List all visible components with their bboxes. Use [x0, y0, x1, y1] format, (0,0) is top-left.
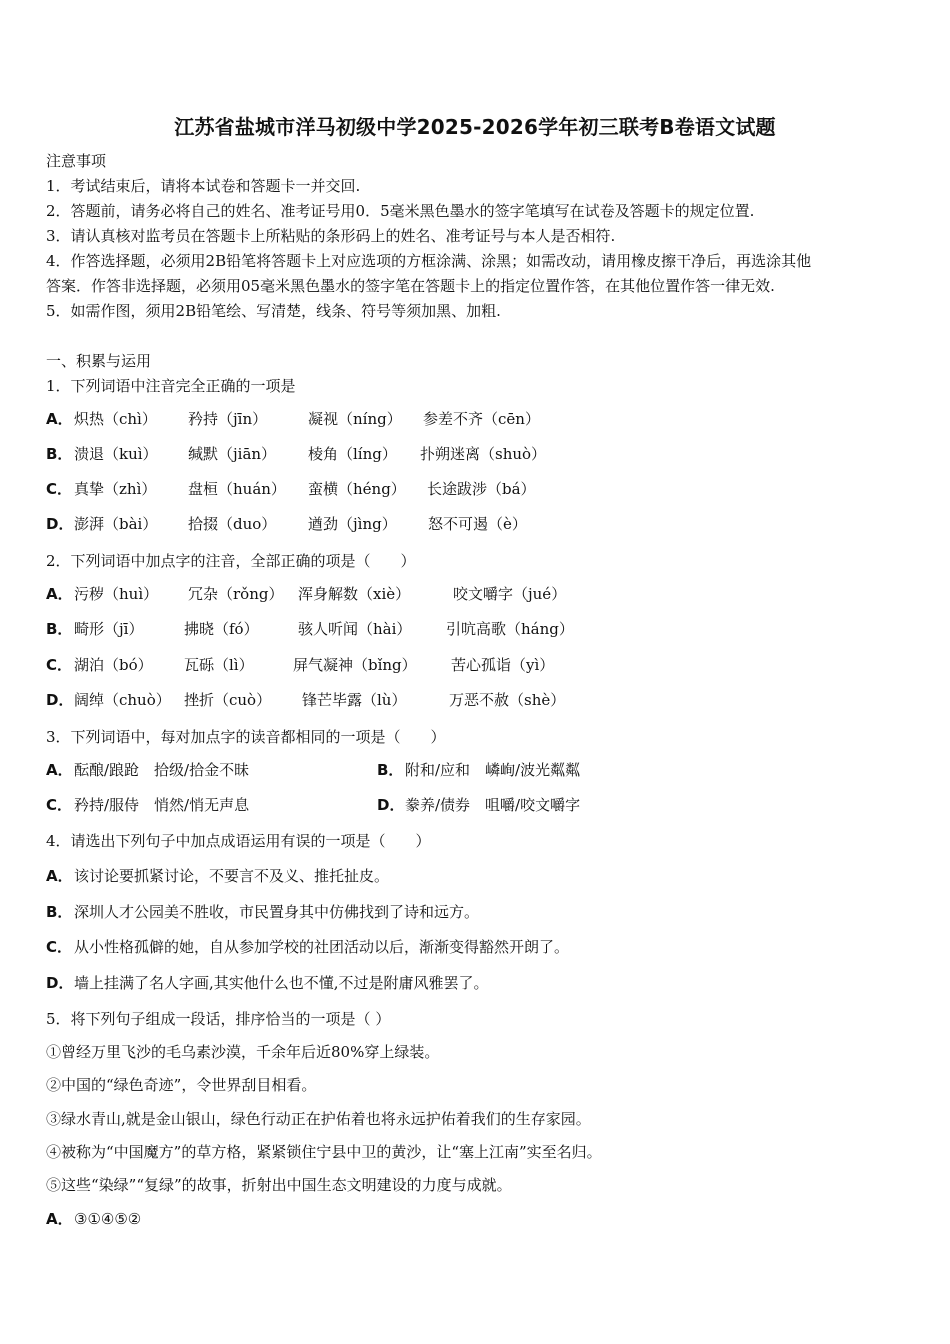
option-word: 湖泊（bó）: [74, 656, 153, 674]
option-label: C．: [46, 796, 73, 814]
option-word: 拂晓（fó）: [184, 620, 259, 638]
option-text: 酝酿/踉跄 拾级/拾金不昧: [74, 761, 250, 779]
option-label: D．: [46, 974, 74, 992]
option-label: A．: [46, 1210, 73, 1228]
option-label: B．: [46, 620, 73, 638]
option-word: 苦心孤诣（yì）: [451, 656, 555, 674]
notice-item: 3．请认真核对监考员在答题卡上所粘贴的条形码上的姓名、准考证号与本人是否相符.: [46, 227, 616, 245]
notice-item: 1．考试结束后，请将本试卷和答题卡一并交回.: [46, 177, 361, 195]
question-4-stem: 4．请选出下列句子中加点成语运用有误的一项是（ ）: [46, 832, 431, 850]
notice-item: 5．如需作图，须用2B铅笔绘、写清楚，线条、符号等须加黑、加粗.: [46, 302, 501, 320]
option-word: 万恶不赦（shè）: [449, 691, 566, 709]
option-label: D．: [46, 691, 74, 709]
option-word: 扑朔迷离（shuò）: [420, 445, 547, 463]
option-label: B．: [377, 761, 404, 779]
option-text: 墙上挂满了名人字画,其实他什么也不懂,不过是附庸风雅罢了。: [74, 974, 489, 992]
option-word: 浑身解数（xiè）: [298, 585, 411, 603]
option-text: 从小性格孤僻的她，自从参加学校的社团活动以后，渐渐变得豁然开朗了。: [74, 938, 570, 956]
option-word: 蛮横（héng）: [308, 480, 406, 498]
option-word: 畸形（jī）: [74, 620, 144, 638]
option-label: C．: [46, 656, 73, 674]
option-word: 盘桓（huán）: [188, 480, 286, 498]
option-text: 豢养/债券 咀嚼/咬文嚼字: [405, 796, 581, 814]
option-word: 锋芒毕露（lù）: [302, 691, 407, 709]
option-word: 咬文嚼字（jué）: [453, 585, 567, 603]
option-word: 溃退（kuì）: [74, 445, 158, 463]
question-5-stem: 5．将下列句子组成一段话，排序恰当的一项是（ ）: [46, 1010, 391, 1028]
option-label: D．: [377, 796, 405, 814]
sentence: ③绿水青山,就是金山银山，绿色行动正在护佑着也将永远护佑着我们的生存家园。: [46, 1110, 591, 1128]
section-heading: 一、积累与运用: [46, 352, 152, 370]
option-word: 污秽（huì）: [74, 585, 159, 603]
option-label: B．: [46, 445, 73, 463]
page-title: 江苏省盐城市洋马初级中学2025-2026学年初三联考B卷语文试题: [174, 115, 776, 139]
option-label: B．: [46, 903, 73, 921]
option-word: 骇人听闻（hài）: [298, 620, 412, 638]
sentence: ①曾经万里飞沙的毛乌素沙漠，千余年后近80%穿上绿装。: [46, 1043, 440, 1061]
option-word: 拾掇（duo）: [188, 515, 277, 533]
sentence: ⑤这些“染绿”“复绿”的故事，折射出中国生态文明建设的力度与成就。: [46, 1176, 512, 1194]
option-label: A．: [46, 761, 73, 779]
option-word: 澎湃（bài）: [74, 515, 158, 533]
option-word: 遒劲（jìng）: [308, 515, 397, 533]
sentence: ④被称为“中国魔方”的草方格，紧紧锁住宁县中卫的黄沙，让“塞上江南”实至名归。: [46, 1143, 602, 1161]
option-word: 引吭高歌（háng）: [446, 620, 574, 638]
option-text: 矜持/服侍 悄然/悄无声息: [74, 796, 250, 814]
option-label: A．: [46, 585, 73, 603]
option-word: 屏气凝神（bǐng）: [293, 656, 417, 674]
notice-item: 4．作答选择题，必须用2B铅笔将答题卡上对应选项的方框涂满、涂黑；如需改动，请用橡皮擦干净后，再选涂其他: [46, 252, 812, 270]
notice-item: 答案．作答非选择题，必须用05毫米黑色墨水的签字笔在答题卡上的指定位置作答，在其他位置作答一律无效.: [46, 277, 775, 295]
option-text: 该讨论要抓紧讨论，不要言不及义、推托扯皮。: [74, 867, 390, 885]
option-word: 棱角（líng）: [308, 445, 397, 463]
option-word: 真挚（zhì）: [74, 480, 157, 498]
option-label: A．: [46, 867, 73, 885]
notice-item: 2．答题前，请务必将自己的姓名、准考证号用0．5毫米黑色墨水的签字笔填写在试卷及答题卡的规定位置.: [46, 202, 755, 220]
option-label: C．: [46, 938, 73, 956]
option-word: 冗杂（rǒng）: [188, 585, 284, 603]
option-word: 瓦砾（lì）: [184, 656, 254, 674]
option-word: 参差不齐（cēn）: [423, 410, 540, 428]
option-word: 矜持（jīn）: [188, 410, 268, 428]
notice-heading: 注意事项: [46, 152, 107, 170]
option-word: 长途跋涉（bá）: [427, 480, 536, 498]
option-label: C．: [46, 480, 73, 498]
option-label: D．: [46, 515, 74, 533]
option-text: 附和/应和 嶙峋/波光粼粼: [405, 761, 581, 779]
option-word: 挫折（cuò）: [184, 691, 272, 709]
sentence: ②中国的“绿色奇迹”，令世界刮目相看。: [46, 1076, 317, 1094]
option-word: 怒不可遏（è）: [428, 515, 527, 533]
question-1-stem: 1．下列词语中注音完全正确的一项是: [46, 377, 296, 395]
question-3-stem: 3．下列词语中，每对加点字的读音都相同的一项是（ ）: [46, 728, 446, 746]
option-text: ③①④⑤②: [74, 1210, 142, 1228]
option-word: 炽热（chì）: [74, 410, 157, 428]
option-text: 深圳人才公园美不胜收，市民置身其中仿佛找到了诗和远方。: [74, 903, 480, 921]
option-label: A．: [46, 410, 73, 428]
question-2-stem: 2．下列词语中加点字的注音，全部正确的项是（ ）: [46, 552, 416, 570]
option-word: 阔绰（chuò）: [74, 691, 171, 709]
option-word: 缄默（jiān）: [188, 445, 277, 463]
option-word: 凝视（níng）: [308, 410, 402, 428]
